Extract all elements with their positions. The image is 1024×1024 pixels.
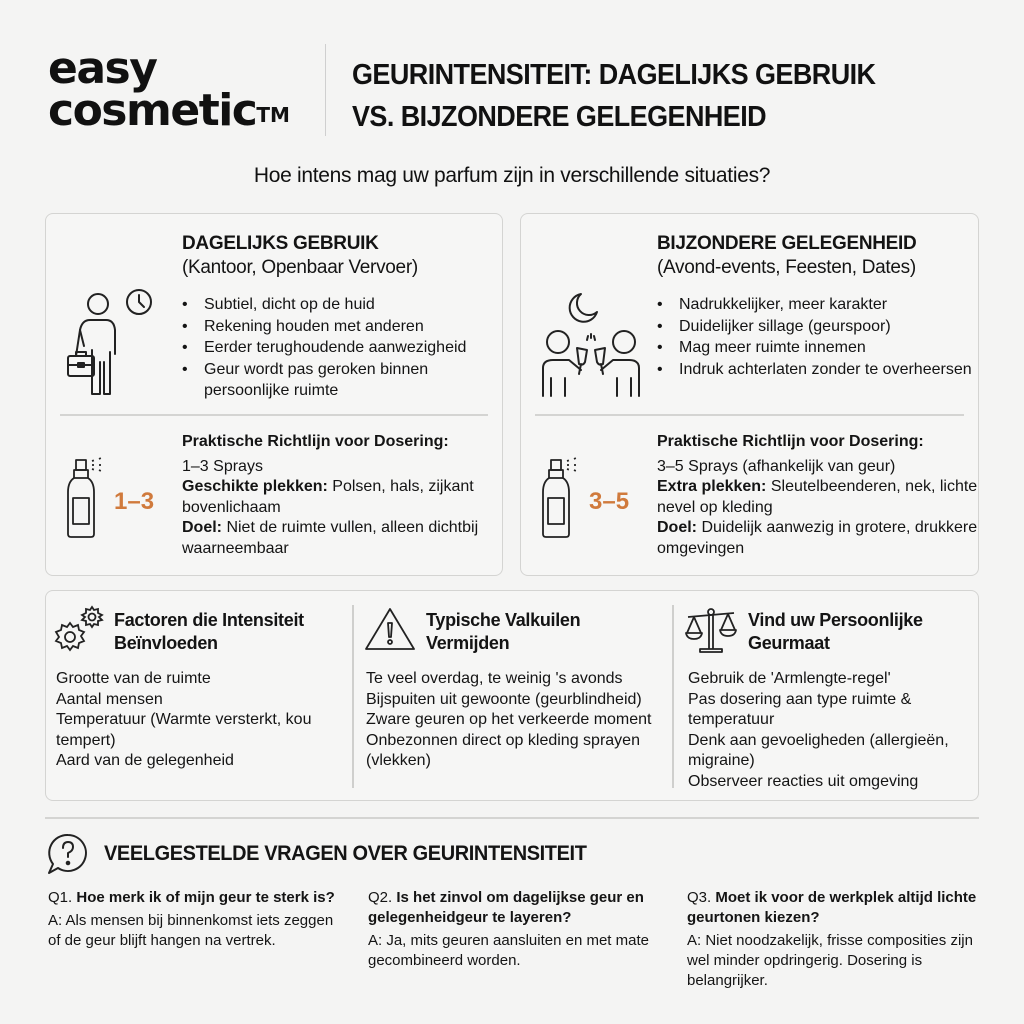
tips-list	[56, 669, 346, 772]
spray-count: 3–5	[589, 488, 630, 515]
list-item: Gebruik de 'Armlengte-regel'	[688, 670, 891, 687]
list-item: • Eerder terughoudende aanwezigheid	[182, 337, 502, 359]
spray-count: 1–3	[114, 488, 155, 515]
trademark: TM	[256, 103, 290, 127]
scale-icon	[684, 605, 738, 655]
list-item: • Geur wordt pas geroken binnen persoonlijke ruimte	[182, 359, 502, 402]
warning-icon	[364, 605, 418, 655]
page-subtitle: Hoe intens mag uw parfum zijn in verschillende situaties?	[253, 164, 771, 187]
faq-item: Q1. Hoe merk ik of mijn geur te sterk is? A: Als mensen bij binnenkomst iets zeggen of de geur blijft hangen na vertrek.	[48, 889, 335, 949]
list-item: Bijspuiten uit gewoonte (geurblindheid)	[366, 690, 642, 708]
faq-title: VEELGESTELDE VRAGEN OVER GEURINTENSITEIT	[104, 842, 587, 865]
tips-title: Vind uw Persoonlijke Geurmaat	[748, 610, 923, 653]
daily-dosage: Praktische Richtlijn voor Dosering: 1–3 Sprays Geschikte plekken: Polsen, hals, zijkant bovenlichaam Doel: Niet de ruimte vullen, alleen dichtbij waarneembaar	[182, 433, 479, 557]
list-item: • Duidelijker sillage (geurspoor)	[657, 316, 972, 338]
page-title: GEURINTENSITEIT: DAGELIJKS GEBRUIK VS. BIJZONDERE GELEGENHEID	[352, 59, 876, 133]
card-divider	[60, 414, 488, 416]
column-divider	[352, 605, 354, 788]
header-divider	[325, 44, 326, 136]
special-occasion-card	[520, 213, 979, 576]
column-divider	[672, 605, 674, 788]
list-item: Grootte van de ruimte	[56, 670, 211, 687]
daily-bullets	[182, 294, 502, 402]
tips-title: Typische Valkuilen Vermijden	[426, 610, 581, 653]
card-divider	[535, 414, 964, 416]
spray-bottle-icon	[66, 458, 120, 538]
brand-logo	[48, 43, 290, 136]
person-briefcase-clock-icon	[66, 290, 166, 400]
list-item: • Subtiel, dicht op de huid	[182, 294, 502, 316]
tips-list	[688, 669, 978, 792]
list-item: Onbezonnen direct op kleding sprayen (vlekken)	[366, 731, 640, 769]
daily-use-card	[45, 213, 503, 576]
list-item: Te veel overdag, te weinig 's avonds	[366, 670, 623, 687]
list-item: Zware geuren op het verkeerde moment	[366, 711, 652, 728]
list-item: • Mag meer ruimte innemen	[657, 337, 972, 359]
faq-item: Q3. Moet ik voor de werkplek altijd lichte geurtonen kiezen? A: Niet noodzakelijk, frisse composities zijn wel minder opdringerig. Dosering is belangrijker.	[687, 889, 977, 989]
list-item: • Rekening houden met anderen	[182, 316, 502, 338]
special-bullets	[657, 294, 972, 380]
gears-icon	[54, 605, 108, 655]
tips-card	[45, 590, 979, 801]
special-dosage: Praktische Richtlijn voor Dosering: 3–5 Sprays (afhankelijk van geur) Extra plekken: Sleutelbeenderen, nek, lichte nevel op kleding Doel: Duidelijk aanwezig in grotere, drukkere omgevingen	[657, 433, 978, 557]
people-toasting-moon-icon	[541, 290, 641, 400]
daily-heading: DAGELIJKS GEBRUIK (Kantoor, Openbaar Vervoer)	[182, 233, 418, 278]
list-item: • Indruk achterlaten zonder te overheersen	[657, 359, 972, 381]
list-item: Aard van de gelegenheid	[56, 752, 234, 769]
question-bubble-icon	[46, 832, 90, 876]
list-item: Temperatuur (Warmte versterkt, kou tempert)	[56, 711, 312, 749]
list-item: Pas dosering aan type ruimte & temperatuur	[688, 690, 912, 728]
tips-pitfalls	[356, 591, 666, 800]
faq-item: Q2. Is het zinvol om dagelijkse geur en gelegenheidgeur te layeren? A: Ja, mits geuren aansluiten en met mate gecombineerd worden.	[368, 889, 649, 969]
list-item: • Nadrukkelijker, meer karakter	[657, 294, 972, 316]
special-heading: BIJZONDERE GELEGENHEID (Avond-events, Feesten, Dates)	[657, 233, 917, 278]
list-item: Denk aan gevoeligheden (allergieën, migraine)	[688, 731, 949, 769]
spray-bottle-icon	[541, 458, 595, 538]
brand-line-2: cosmetic™	[48, 85, 290, 136]
list-item: Observeer reacties uit omgeving	[688, 772, 919, 790]
tips-list	[366, 669, 666, 772]
faq-divider	[45, 817, 979, 819]
brand-line-1: easy	[48, 43, 157, 94]
tips-title: Factoren die Intensiteit Beïnvloeden	[114, 610, 304, 653]
list-item: Aantal mensen	[56, 690, 163, 708]
tips-factors	[46, 591, 346, 800]
tips-personal	[676, 591, 976, 800]
